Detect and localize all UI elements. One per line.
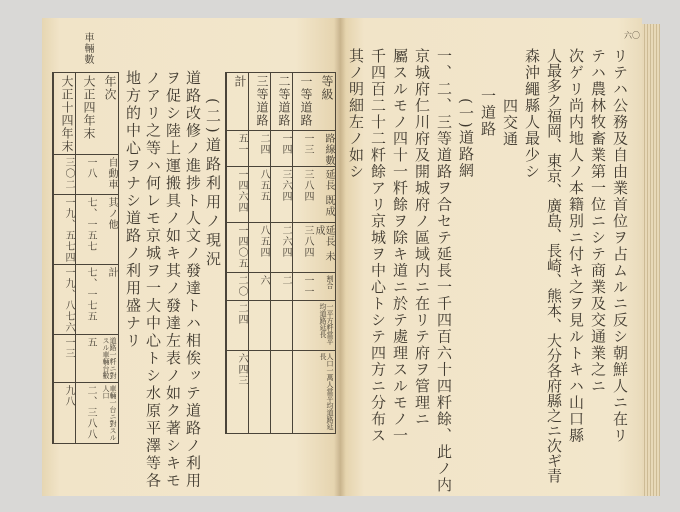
table-cell bbox=[293, 301, 314, 351]
table-cell: 一九、五七四 bbox=[54, 195, 75, 265]
table-cell: 人口一萬人當平均道路延長 bbox=[319, 353, 334, 430]
table-column bbox=[226, 73, 248, 433]
table-header-cell: 大正四年末 bbox=[76, 73, 97, 155]
table-cell bbox=[293, 351, 314, 433]
text-line: 森沖繩縣人最少シ bbox=[523, 48, 541, 180]
section-heading: 四交通 bbox=[501, 98, 519, 148]
table-cell: 一一 bbox=[293, 273, 314, 301]
table-column bbox=[53, 73, 75, 443]
table-column bbox=[248, 73, 270, 433]
section-heading: (一)道路網 bbox=[457, 98, 475, 179]
section-heading: 一道路 bbox=[479, 88, 497, 138]
table-cell: 二 bbox=[271, 273, 292, 301]
table-cell: 一三 bbox=[54, 335, 75, 383]
table-cell: 三六四 bbox=[271, 167, 292, 223]
text-line: 京城府仁川府及開城府ノ區域内ニ在リテ府ヲ管理ニ bbox=[413, 48, 431, 428]
table-cell: 六 bbox=[249, 273, 270, 301]
table-column bbox=[270, 73, 292, 433]
table-cell: 九八 bbox=[63, 385, 74, 407]
text-line: 其ノ明細左ノ如シ bbox=[347, 48, 365, 180]
table-cell: 一八 bbox=[76, 155, 97, 195]
table-cell: 八五四 bbox=[249, 223, 270, 273]
table-cell: 八五五 bbox=[249, 167, 270, 223]
table-cell bbox=[249, 351, 270, 433]
table-cell: 計 bbox=[97, 265, 118, 335]
text-line: 千四百二十二粁餘アリ京城ヲ中心トシテ四方ニ分布ス bbox=[369, 48, 387, 444]
table-cell: 車輛一台ニ對スル人口 bbox=[102, 385, 117, 441]
table-cell: 一四 bbox=[271, 131, 292, 167]
table-header-cell: 二等道路 bbox=[271, 73, 292, 131]
text-line: 地方的中心ヲナシ道路ノ利用盛ナリ bbox=[124, 70, 142, 350]
table-cell: 三八四 bbox=[293, 223, 314, 273]
text-line: ノアリ之等ハ何レモ京城ヲ一大中心トシ水原平澤等各 bbox=[144, 70, 162, 490]
table-cell: 七、一五七 bbox=[76, 195, 97, 265]
road-table bbox=[225, 72, 336, 434]
table-cell bbox=[271, 351, 292, 433]
gutter bbox=[334, 18, 346, 496]
text-line: 次ゲリ尚内地人ノ本籍別ニ付キ之ヲ見ルトキハ山口縣 bbox=[567, 48, 585, 444]
table-cell bbox=[249, 301, 270, 351]
text-line: テハ農林牧畜業第一位ニシテ商業及交通業之ニ bbox=[589, 48, 607, 395]
table-cell: 一三 bbox=[293, 131, 314, 167]
text-line: ヲ促シ陸上運搬具ノ如キ其ノ發達左表ノ如ク著シキモ bbox=[164, 70, 182, 490]
table-cell: 二四 bbox=[227, 301, 248, 351]
table-cell: 其ノ他 bbox=[97, 195, 118, 265]
table-cell: 路線數 bbox=[314, 131, 335, 167]
left-page bbox=[42, 18, 340, 496]
table-cell: 二、三八八 bbox=[85, 385, 96, 440]
table-cell: 三八四 bbox=[293, 167, 314, 223]
table-header-cell: 等級 bbox=[314, 73, 335, 131]
table-cell: 割合 bbox=[314, 273, 335, 301]
vehicle-group-label: 車輛數 bbox=[82, 32, 93, 65]
table-header-cell: 年次 bbox=[97, 73, 118, 155]
text-line: 人最多ク福岡、東京、廣島、長崎、熊本、大分各府縣之ニ次ギ青 bbox=[545, 48, 563, 483]
text-line: 一、二、三等道路ヲ合セテ延長一千四百六十四粁餘、此ノ内 bbox=[435, 48, 453, 494]
table-column bbox=[292, 73, 314, 433]
open-book bbox=[42, 18, 662, 498]
table-cell: 延長 既成 bbox=[314, 167, 335, 223]
table-cell: 一四六四 bbox=[227, 167, 248, 223]
table-cell: 一九、八七六 bbox=[54, 265, 75, 335]
text-line: 道路改修ノ進捗ト人文ノ發達トハ相俟ッテ道路ノ利用 bbox=[184, 70, 202, 490]
table-column bbox=[75, 73, 97, 443]
table-cell: 三〇二 bbox=[54, 155, 75, 195]
text-line: リテハ公務及自由業首位ヲ占ムルニ反シ朝鮮人ニ在リ bbox=[611, 48, 629, 444]
table-cell: 六四三 bbox=[236, 353, 247, 386]
table-header-cell: 計 bbox=[227, 73, 248, 131]
table-cell: 五 bbox=[76, 335, 97, 383]
table-header-cell: 大正十四年末 bbox=[54, 73, 75, 155]
table-cell: 二〇 bbox=[227, 273, 248, 301]
table-cell: 自動車 bbox=[97, 155, 118, 195]
table-cell bbox=[271, 301, 292, 351]
vehicle-table bbox=[52, 72, 119, 444]
table-cell: 延長 未成 bbox=[314, 223, 335, 273]
table-cell: 七、一七五 bbox=[76, 265, 97, 335]
table-cell: 二四 bbox=[249, 131, 270, 167]
table-cell: 二六四 bbox=[271, 223, 292, 273]
table-cell: 道路一粁ニ對スル車輛台數 bbox=[97, 335, 118, 383]
right-page bbox=[340, 18, 642, 496]
table-column bbox=[314, 73, 335, 433]
section-heading: (二)道路利用ノ現況 bbox=[204, 98, 222, 270]
page-edges bbox=[642, 24, 660, 496]
page-number: 六〇 bbox=[624, 31, 640, 40]
table-cell: 一平方粁當平均道路延長 bbox=[314, 301, 335, 351]
table-header-cell: 三等道路 bbox=[249, 73, 270, 131]
text-line: 屬スルモノ四十一粁餘ヲ除キ道ニ於テ處理スルモノ一 bbox=[391, 48, 409, 444]
table-column bbox=[97, 73, 118, 443]
table-cell: 一四〇五 bbox=[227, 223, 248, 273]
table-header-cell: 一等道路 bbox=[293, 73, 314, 131]
table-cell: 五一 bbox=[227, 131, 248, 167]
